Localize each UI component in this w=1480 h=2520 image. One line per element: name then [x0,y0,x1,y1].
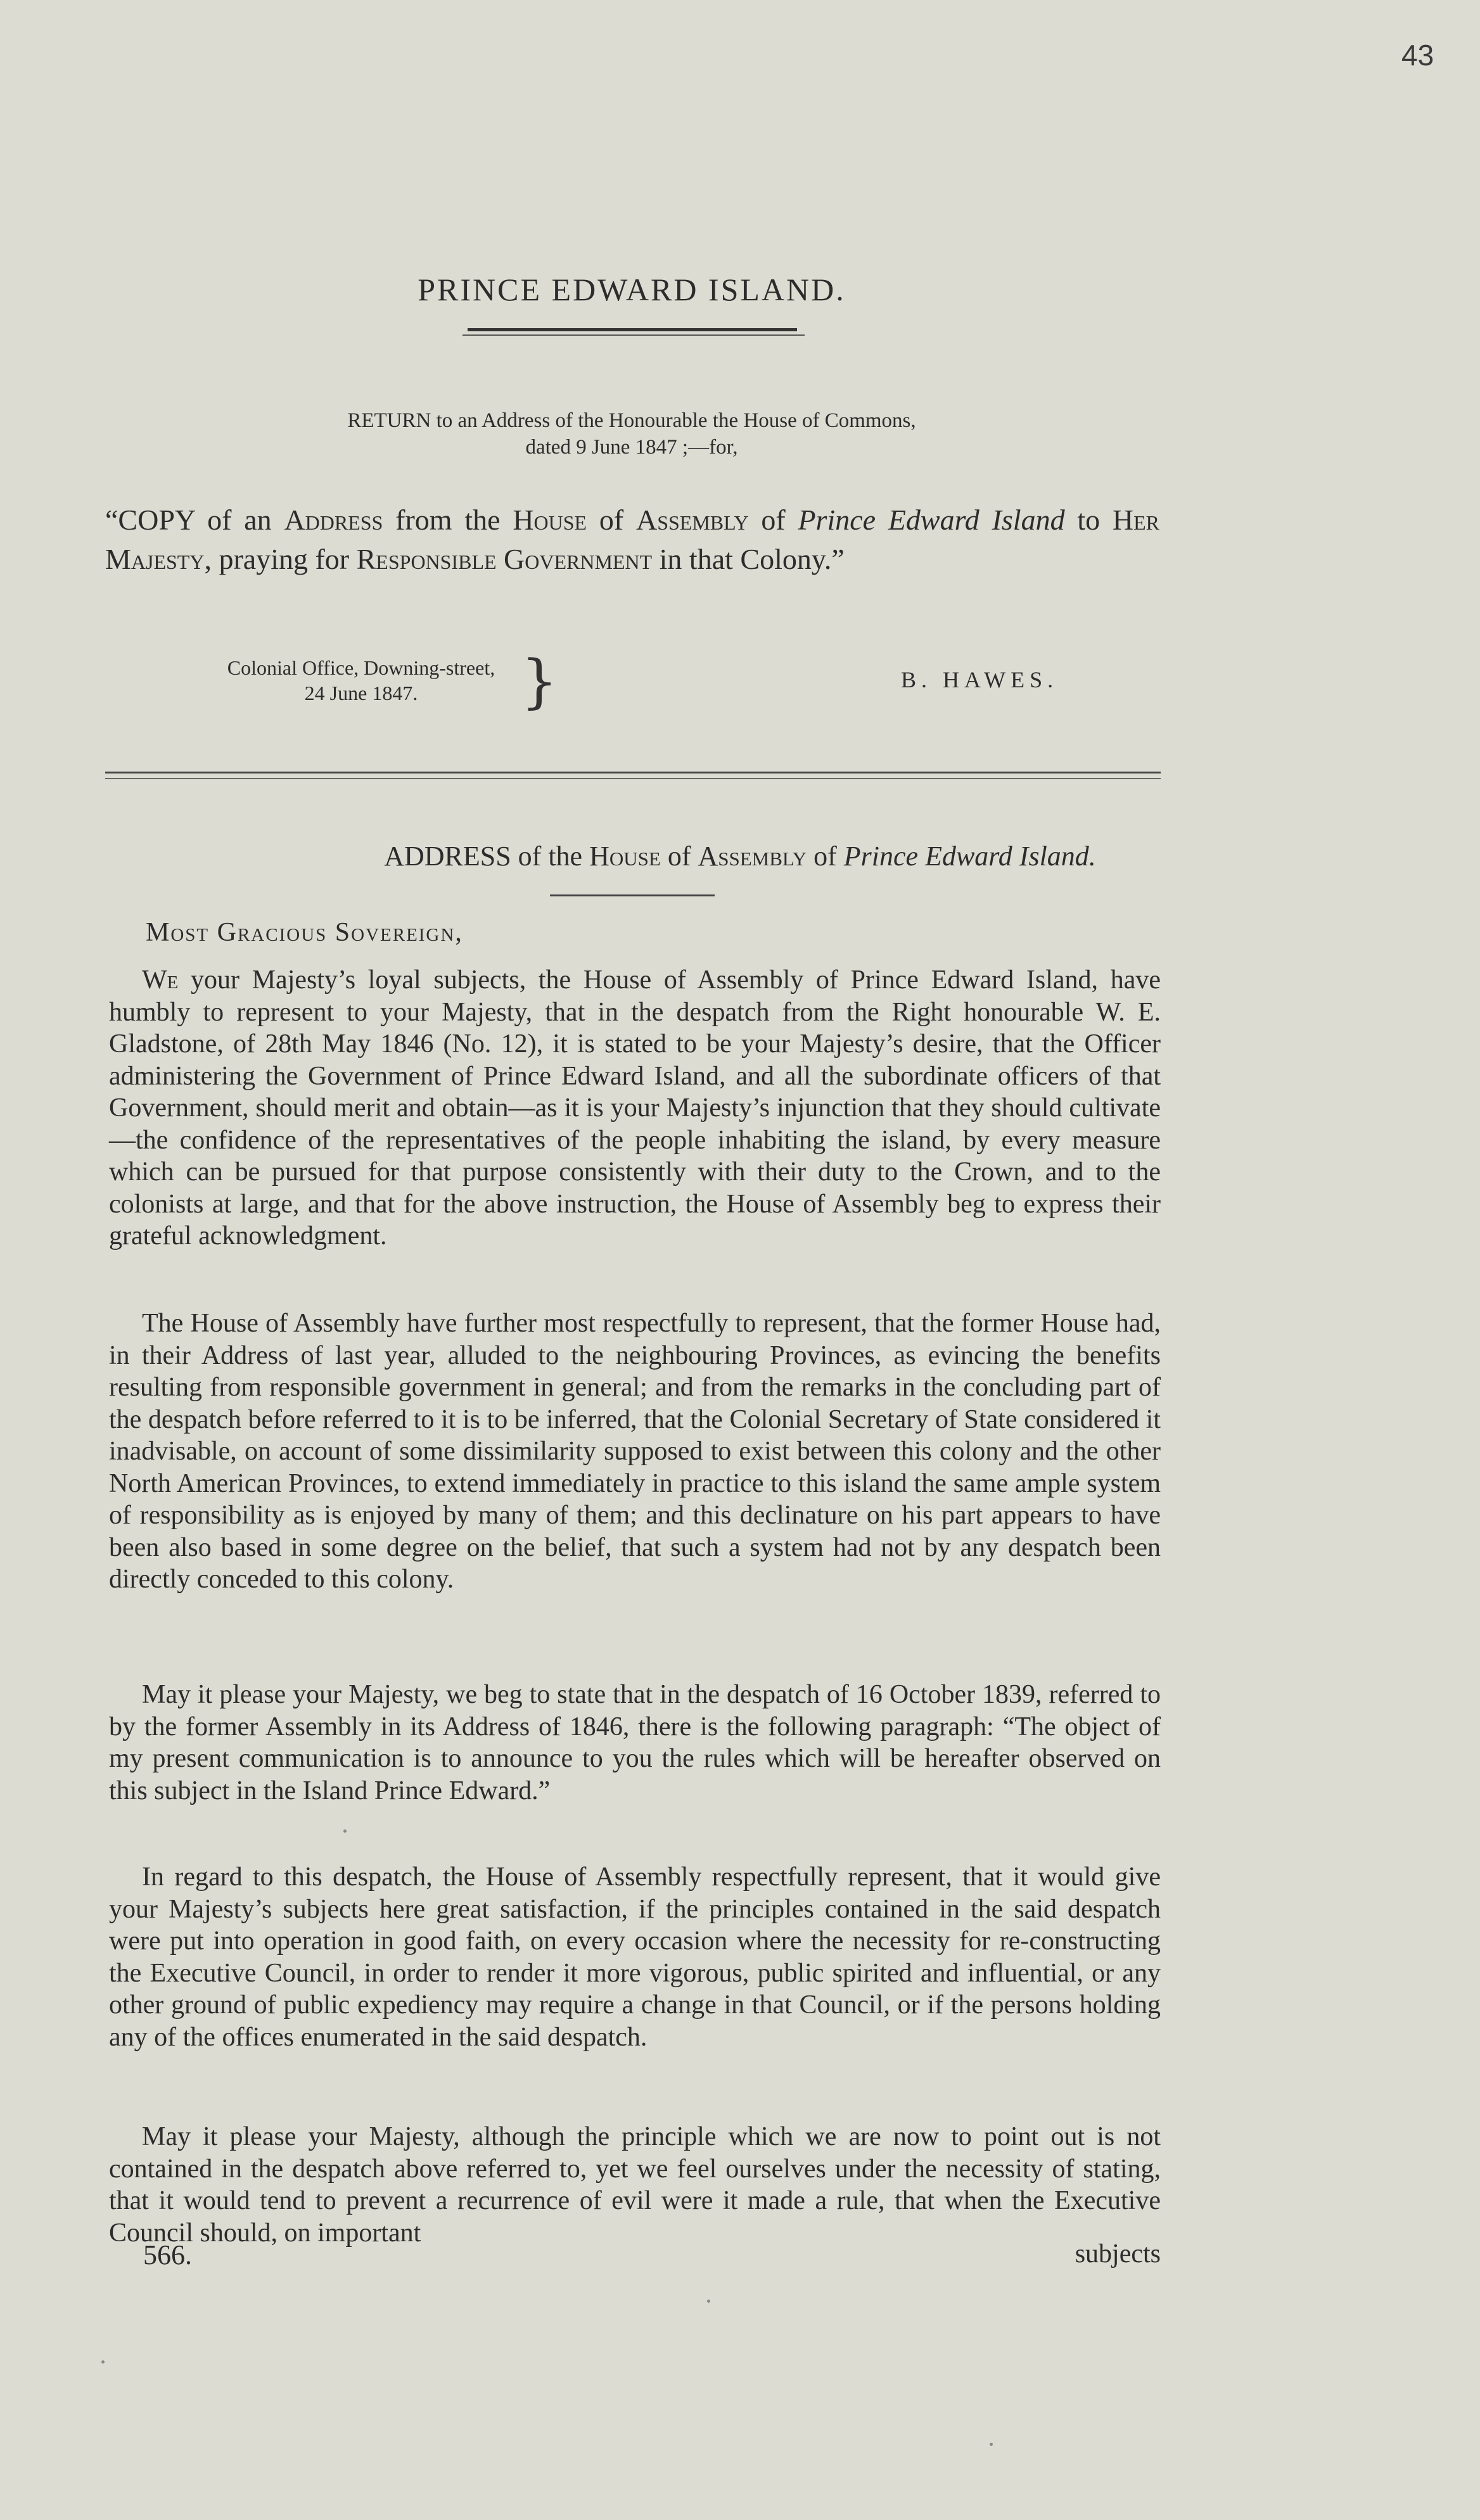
title-rule [468,328,797,331]
section-rule-bottom [105,778,1161,779]
paragraph-1: We your Majesty’s loyal subjects, the House of Assembly of Prince Edward Island, have humbly to represent to your Majesty, that in the despatch from the Right honourable W. E. Gladstone, of 28th May 1846 (No. 12), it is stated to be your Majesty’s desire, that the Officer administering the Government of Prince Edward Island, and all the subordinate officers of that Government, should merit and obtain—as it is your Majesty’s injunction that they should cultivate—the confidence of the representatives of the people inhabiting the island, by every measure which can be pursued for that purpose consistently with their duty to the Crown, and to the colonists at large, and that for the above instruction, the House of Assembly beg to express their grateful acknowledgment. [109,965,1161,1250]
paragraph-5: May it please your Majesty, although the principle which we are now to point out is not contained in the despatch above referred to, yet we feel ourselves under the necessity of stating, that it would tend to prevent a recurrence of evil were it made a rule, that when the Executive Council should, on important [109,2122,1161,2248]
address-heading: ADDRESS of the House of Assembly of Prince Edward Island. [384,841,1096,872]
copy-statement: “COPY of an Address from the House of Assembly of Prince Edward Island to Her Majesty, praying for Responsible Government in that Colony.” [105,504,1160,575]
page-number: 43 [1401,39,1434,72]
paper-speck [343,1830,347,1833]
signatory: B. HAWES. [901,667,1059,692]
section-rule-top [105,772,1161,773]
paragraph-1-lead: We [142,965,179,995]
footer-code: 566. [143,2239,192,2270]
paragraph-2: The House of Assembly have further most respectfully to represent, that the former House had, in their Address of last year, alluded to the neighbouring Provinces, as evincing the benefits resulting from responsible government in general; and from the remarks in the concluding part of the despatch before referred to it is to be inferred, that the Colonial Secretary of State considered it inadvisable, on account of some dissimilarity supposed to exist between this colony and the other North American Provinces, to extend immediately in practice to this island the same ample system of responsibility as is enjoyed by many of them; and this declinature on his part appears to have been also based in some degree on the belief, that such a system had not by any despatch been directly conceded to this colony. [109,1309,1161,1594]
paper-speck [101,2360,105,2364]
office-line-1: Colonial Office, Downing-street, [227,656,495,679]
return-line-1: RETURN to an Address of the Honourable the House of Commons, [347,409,916,432]
title-rule-underline [462,334,805,336]
paper-speck [707,2300,710,2303]
salutation: Most Gracious Sovereign, [146,918,463,947]
catchword: subjects [1075,2239,1161,2269]
return-line-2: dated 9 June 1847 ;—for, [525,436,738,459]
paragraph-3: May it please your Majesty, we beg to state that in the despatch of 16 October 1839, referred to by the former Assembly in its Address of 1846, there is the following paragraph: “The object of my present communication is to announce to you the rules which will be hereafter observed on this subject in the Island Prince Edward.” [109,1680,1161,1805]
document-title: PRINCE EDWARD ISLAND. [418,272,846,307]
paper-speck [990,2443,993,2446]
paragraph-4: In regard to this despatch, the House of Assembly respectfully represent, that it would give your Majesty’s subjects here great satisfaction, if the principles contained in the said despatch were put into operation in good faith, on every occasion where the necessity for re-constructing the Executive Council, in order to render it more vigorous, public spirited and influential, or any other ground of public expediency may require a change in that Council, or if the persons holding any of the offices enumerated in the said despatch. [109,1862,1161,2052]
office-dateline [184,655,539,706]
heading-rule [550,894,715,896]
open-quote: “ [105,504,118,536]
brace-glyph: } [521,647,558,715]
office-line-2: 24 June 1847. [304,682,418,704]
